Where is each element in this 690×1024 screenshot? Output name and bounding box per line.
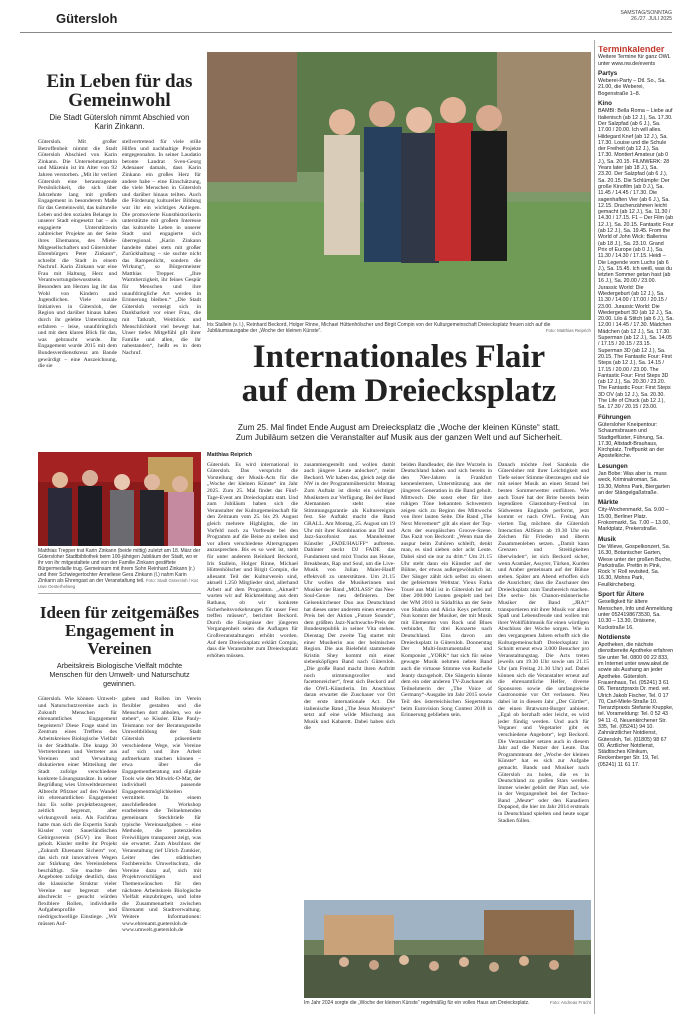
article-body-col1: Gütersloh. Es wird international in Gütersloh. Das verspricht die Vorstellung der Musik-Acts für die „Woche der kleinen Künste“ im Jahr 2025. Zum 25. Mal findet das Fünf-Tage-Event am Dreiecksplatz statt. Und zum Jubiläum haben sich die Veranstalter der Kulturgemeinschaft für den Zeitraum vom 25. bis 29. August gleich mehrere Highlights, die im Vorfeld noch zu Vorfreude bei den Programm auf die Beine zu stellen und vor allem verschiedene Altersgruppen anzusprechen. Bis es so weit ist, steht für unter anderem Reinhard Beckord, Iris Stallein, Holger Rinne, Michael Hüttenhölscher und Birgit Compin, die allesamt Teil der Kulturverein sind, aktuell 1.250 Mitglieder sind, allerhand Arbeit auf dem Programm. „Aktuell“ warten wir auf Rückmeldung aus dem Rathaus, ob wir konkrete Sicherheitsvorkehrungen für unser Fest treffen müssen“, berichtet Beckord. Durch die Ereignisse der jüngeren Vergangenheit seien die Auflagen für Großveranstaltungen erhöht worden. Auf dem Dreiecksplatz erklärt Compin, dass die Veranstalter zum Dreiecksplatz erhöhen müssen. xyxy=(207,461,298,659)
calendar-section-text: Die Wieve, Gospelkonzert, Sa. 16.30, Botanischer Garten, Wiese unter der großen Buche, Parkstraße. Prettin in Pink, Rock 'n' Roll revisited, Sa. 16.30, Mohns Park, Feuilkircheberg. xyxy=(598,543,672,588)
photo-zinkann-image xyxy=(38,452,201,546)
photo-zinkann xyxy=(38,452,201,546)
calendar-title: Terminkalender xyxy=(598,46,665,54)
article-zinkann xyxy=(38,72,201,448)
calendar-section-heading: Kino xyxy=(598,100,612,108)
photo-crowd-caption: Im Jahr 2024 sorgte die „Woche der kleinen Künste“ regelmäßig für ein volles Haus am Dreiecksplatz. Foto: Andreas Frücht xyxy=(304,1000,591,1006)
section-title: Gütersloh xyxy=(56,11,118,26)
photo-zinkann-caption: Matthias Trepper trat Karin Zinkann (beide mittig) zuletzt am 18. März der Gütersloher Stadtbibliothek beim 100-jährigen Jubiläum der Stadt, wo er ihr von ihr mitgestaltete und von der Familie Zinkann gestiftete Bürgermedaille trug. Gemeinsam mit ihrem Sohn Reinhard Zinkann (r.) und ihrer Schwiegertochter Anneliese Gera Zinkann (l.) nahm Karin Zinkann als Ehrengast an der Veranstaltung teil. Foto: Stadt Gütersloh / Kat Uwe Oesterhelweg xyxy=(38,548,201,589)
photo-crowd-image xyxy=(304,900,591,998)
calendar-section-text: Apotheken, die nächste dienstbereite Apotheke erfahren Sie unter Tel. 0800 00 22 833, im Internet unter www.akwl.de sowie als Aushang an jeder Apotheke. Gütersloh. Frauenhaus, Tel. (05241) 3 61 06. Tierarztpraxis Dr. med. vet. Ulrich Jakob Fischer, Tel. 0 17 70, Carl-Miele-Straße 10. Tierarztpraxis Stefanie Kruppke, tel. Vorameldung: Tel. 0 52 43 94 11 -0, Neuenkirchener Str. 335, Tel. (05241) 94 10. Zahnärztlicher Notdienst, Gütersloh, Tel. (01805) 98 67 00. Ärztlicher Notdienst, Städtisches Klinikum, Reckenberger Str. 19, Tel. (05241) 11 61 17. xyxy=(598,642,674,768)
calendar-section-heading: Sport für Ältere xyxy=(598,591,645,599)
calendar-section-text: Gütersloher Kneipentour: Schaumsbrauen und Stadtgeflüster, Führung, Sa. 17.30, Altstadt-Brauhaus, Kirchplatz, Treffpunkt an der Apostelkirche. xyxy=(598,421,665,460)
calendar-section-text: Weberei-Party – Dtl. So., Sa. 21.00, die Weberei, Bogenstraße 1–8. xyxy=(598,78,666,97)
photo-credit: Foto: Matthias Reiprich xyxy=(545,328,591,333)
article-title-line1: Internationales Flair xyxy=(252,340,546,375)
article-body-col1: Gütersloh. Mit großer Betroffenheit nimmt die Stadt Gütersloh Abschied von Karin Zinkann. Die Unternehmergattin und Mäzenin ist im Alter von 92 Jahren verstorben. „Mit ihr verliert Gütersloh eine herausragende Persönlichkeit, die sich über Jahrzehnte lang mit großem Engagement in besonderem Maße für das Gemeinwohl, das kulturelle Leben und den sozialen Belange in unserer Stadt eingesetzt hat – als engagierte Unterstützerin zahlreicher Projekte an der Seite ihres Ehemanns, des Miele-Mitgesellschafters und Gütersloher Ehrenbürgers Peter Zinkann“, schreibt die Stadt in einem Nachruf. Karin Zinkann war eine Frau mit Haltung, Herz und Verantwortungsbewusstsein. Besonders am Herzen lag ihr das Wohl von Kindern und Jugendlichen. Viele soziale Initiativen in Gütersloh, der Region und darüber hinaus haben durch ihr gelebte Unterstützung erfahren – leise, unaufdringlich und mit dem klaren Blick für das, was gebraucht wurde. Ihr Engagement wurde 2015 mit dem Bundesverdienstkreuz am Bande gewürdigt – eine Auszeichnung, die sie xyxy=(38,139,117,370)
article-title: Ideen für zeitgemäßes Engagement in Vereinen xyxy=(39,604,200,658)
calendar-section-heading: Lesungen xyxy=(598,462,628,470)
calendar-sections xyxy=(598,71,674,768)
photo-team-caption: Iris Stallein (v. l.), Reinhard Beckord, Holger Rinne, Michael Hüttenhölscher und Birgit Compin von der Kulturgemeinschaft Dreiecksplatz freuen sich auf die Jubiläumsausgabe der „Woche der kleinen Künste“. Foto: Matthias Reiprich xyxy=(207,322,591,334)
article-dreiecksplatz-subtitle: Zum 25. Mal findet Ende August am Dreiecksplatz die „Woche der kleinen Künste“ statt. Zum Jubiläum setzen die Veranstalter auf Musik aus der ganzen Welt und auf Sicherheit. xyxy=(235,422,563,442)
calendar-section-text: City-Wochenmarkt, Sa. 9.00 – 15.00, Berliner Platz. Frokormarkt, Sa. 7.00 – 13.00, Marktplatz, Prekerstraße. xyxy=(598,507,670,533)
calendar-section-heading: Notdienste xyxy=(598,633,631,641)
article-subtitle: Arbeitskreis Biologische Vielfalt möchte Menschen für den Umwelt- und Naturschutz gewinnen. xyxy=(49,661,190,688)
photo-credit: Foto: Stadt Gütersloh / Kat Uwe Oesterhelweg xyxy=(38,578,198,589)
article-body-col3-text: beiden Bandleader, die ihre Wurzeln in Deutschland haben und sich bereits in den 70er-Jahren in Frankfurt kennenlernten, Unterstützung aus der jüngeren Generation in die Band geholt. Mittwoch Die sonst eher für ihre ruhigen Töne bekannten Schwestern zeigen sich zu Beginn des Mittwochs von ihrer lauten Seite. Die Band „The Next Movement“ gilt als einer der Top-Acts der europäischen Groove-Szene. Das Fazit von Beckord: „Wenn man die auspur beim Zuhören schleift, denkt man, es sind sieben oder acht Leute. Dabei sind sie nur zu dritt.“ Um 21.15 Uhr steht dann ein Künstler auf der Bühne, der etwas außergewöhnlich ist. Der Sänger zählt sich selbst zu einem der gefeiertsten Weltstar. Vieux Farka Touré aus Mali ist in Gütersloh bei auf über 200.000 Leuten gespielt und bei der WM 2010 in Südafrika an der Seite von Shakira und Alicia Keys performt. Nun kommt der Musiker, der mit Musik mit Elementen von Rock und Blues verbindet, für drei Konzerte nach Deutschland. Eins davon am Dreiecksplatz in Gütersloh. Donnerstag Der Multi-Instrumentalist und Komponist „YORK“ hat sich für seine gewagte Musik nehmen neben Band auch die virtuose Stimme von Rachelle Jeanty dazugeholt. Die Sängerin könnte dem ein oder anderen TV-Zuschauer als Teilnehmerin der „The Voice of Germany“-Ausgabe im Jahr 2015 sowie Teil des österreichischen Siegerteams beim Eurovision Song Contest 2018 in Erinnerung geblieben sein. xyxy=(401,461,492,719)
article-title-line2: auf dem Dreiecksplatz xyxy=(241,373,557,409)
calendar-section-heading: Partys xyxy=(598,69,618,77)
article-body-col1: Gütersloh. Wie können Umwelt- und Naturschutzvereine auch in Zukunft Menschen für ehrenamtliches Engagement begeistern? Diese Frage stand im Zentrum eines Treffens des Arbeitskreises Biologische Vielfalt in der Stadthalle. Die knapp 30 Vertreterinnen und Vertreter aus Vereinen und Verwaltung diskutierten einer Mitteilung der Stadt zufolge verschiedene konkrete Lösungsansätze. In seiner Begrüßung wies Umweltdezernent Albrecht Pfitzner auf den Wandel im ehrenamtlichen Engagement hin: Es sollte projektbezogener, zeitlich begrenzt, aber wirkungsvoll sein. Als Fachfrau hatte man sich die Expertin Sarah Kissler vom Sauerländischen Gebirgsverein (SGV) ins Boot geholt. Kissler stellte ihr Projekt „Zukunft Ehrenamt Sichern“ vor, das sich mit innovativen Wegen zur Stärkung des Vereinslebens beschäftigt. Sie machte den Angeboten zufolge deutlich, dass die klassische Struktur vieler Vereine nur begrenzt eher abschreckt – gesucht würden flexiblere Rollen, individuelle Aufgabenprofile und niedrigschwellige Einstiege. „Wir müssen Auf- xyxy=(38,696,117,927)
divider xyxy=(38,593,201,594)
photo-dreiecksplatz-team xyxy=(207,52,591,320)
calendar-section-text: Geselligkeit für ältere Menschen, Info und Anmeldung unter 0524198673530, Sa. 10.30 – 13.30, Dräisene, Kuckstraße 16. xyxy=(598,599,673,631)
sidebar-divider xyxy=(594,40,595,1014)
page-header xyxy=(20,6,672,33)
calendar-section-text: Jan Bobe: Was aber is. muss weck, Kriminalroman, Sa. 19.30, Mohns Park, Biergarten an der Stängelgaßstraße. xyxy=(598,471,670,496)
article-subtitle: Die Stadt Gütersloh nimmt Abschied von Karin Zinkann. xyxy=(49,113,190,131)
issue-date: SAMSTAG/SONNTAG 26./27. JULI 2025 xyxy=(620,10,672,22)
article-body-col2: gaben und Rollen im Verein flexibler gestalten und die Menschen dort abholen, wo sie stehen“, so Kissler. Elke Pauly-Teismann vor der Beratungsstelle Umweltbildung der Stadt Gütersloh präsentierte verschiedene Wege, wie Vereine auf sich und ihre Arbeit aufmerksam machen können – etwa über die Engagementberatung und digitale Tools wie den Mitwirk-O-Mat, der individuell passende Engagementmöglichkeiten vermittelt. In einem anschließenden Workshop erarbeiteten die Teilnehmenden gemeinsam Steckbriefe für typische Vereinsaufgaben – eine Methode, die potenziellen Freiwilligen transparent zeigt, was sie erwartet. Zum Abschluss der Veranstaltung rief Ulrich Zumkier, Leiter des städtischen Fachbereichs Umweltschutz, die Vereine dazu auf, sich mit Projektvorschlägen und Themenwünschen für den nächsten Arbeitskreis Biologische Vielfalt einzubringen, und lobte die Zusammenarbeit zwischen Ehrenamt und Stadtverwaltung. Weitere Informationen: www.ehrenamt.guetersloh.de www.umwelt.guetersloh.de xyxy=(122,696,201,934)
article-engagement xyxy=(38,604,201,1012)
photo-team-image xyxy=(207,52,591,320)
article-body-col2: zusammengestellt und wollen damit auch jüngere Leute anlocken“, meint Beckord. Wir haben das, gleich zeigt die NW in der Programmübersicht: Montag Zum Auftakt ist direkt ein wichtiger Musikstern zur Verfügung. Bei der Band Alemannen steht eine Stimmungsgarantie als Kulturereignis fest. Sie Auftakt macht die Band GRALL. Am Montag, 25. August um 19 Uhr mit ihrer Kombination aus DJ und Jazz-Saxofonist aus Mannheimer Künstler „FADE/HAUFF“ auftreten. Dahinter steckt DJ FADE das Fundament und mixt Tracks aus House, Breakbeats, Rap und Soul, um die Live-Musik von Julian Maier-Hauff effektvoll zu unterstützen. Um 21.15 Uhr wollen die Musikerinnen und Musiker der Band „MOLASS“ das Neo-Soul-Genre neu definieren. Der Gelsenkirchener Duo aus Deutschland hat dieses unter anderem einen erneuten Preis bei der Aktion „Future Sounds“, dem größten Jazz-Nachwuchs-Preis der Bundesrepublik in seiner Vita stehen. Dienstag Der zweite Tag startet mit einer Musikerin aus der heimischen Region. Die aus Bielefeld stammende Kristin Shey kommt mit einer siebenköpfigen Band nach Gütersloh. „Die große Band macht ihren Auftritt noch stimmungsvoller und facettenreicher“, freut sich Beckord auf die OWL-Künstlerin. Im Anschluss daran erwartet die Zuschauer vor Ort der erste internationale Act. Die italienische Band „The Jesus Monkeys“ setzt auf eine wilde Mischung aus Musik und Kabarett. Dabei haben sich die xyxy=(304,461,395,732)
event-calendar xyxy=(598,46,674,1016)
article-body-col2: stellvertretend für viele stille Hilfen und nachhaltige Projekte entgegennahm. In seiner Laudatio betonte Landrat Sven-Georg Adenauer damals, dass Karin Zinkann ein großes Herz für andere habe – eine Einschätzung, die viele Menschen in Gütersloh und darüber hinaus teilten. Auch die Förderung kultureller Bildung war ihr ein wichtiges Anliegen. Die promovierte Kunsthistorikerin unterstützte mit großem Interesse das kulturelle Leben in unserer Stadt und engagierte sich überregional. „Karin Zinkann handelte dabei stets mit großer Zurückhaltung – sie suchte nicht das Rampenlicht, sondern die Wirkung“, so Bürgermeister Matthias Trepper. „Ihre Warmherzigkeit, ihr feines Gespür für Menschen und ihre unaufdringliche Art werden in Erinnerung bleiben.“ „Die Stadt Gütersloh verneigt sich in Dankbarkeit vor einer Frau, die mit Tatkraft, Weitblick und Menschlichkeit viel bewegt hat. Unser tiefes Mitgefühl gilt ihrer Familie und allen, die ihr nahestanden“, heißt es in dem Nachruf. xyxy=(122,139,201,356)
photo-credit: Foto: Andreas Frücht xyxy=(550,1000,591,1005)
calendar-section-heading: Führungen xyxy=(598,413,631,421)
calendar-section-text: BAMBI: Bella Roma – Liebe auf Italienisch (ab 12 J.), Sa. 17.30. Der Salzpfad (ab 6 J.), Sa. 17.00 / 20.00. Ich will alles. Hildegard Knef (ab 12 J.), Sa. 17.30. Louise und die Schule der Freiheit (ab 12 J.), Sa. 17.30. Montiert Amateur (ab 0 J.), Sa. 20.15. FILMWERK: 28 Years later (ab 18 J.), Sa. 23.20. Der Salzpfad (ab 6 J.), Sa. 20.15. Die Schlümpfe: Der große Kinofilm (ab 0 J.), Sa. 11.45 / 14.45 / 17.30. Die sagenhaften Vier (ab 6 J.), Sa. 12.15. Drachenzähmen leicht gemacht (ab 12 J.), Sa. 11.30 / 14.30 / 17.15. F1 – Der Film (ab 12 J.), Sa. 20.15. Fantastic Four (ab 12 J.), Sa. 19.45. From the World of John Wick: Ballerina (ab 18 J.), Sa. 23.10. Grand Prix of Europe (ab 0 J.), Sa. 11.30 / 14.30 / 17.15. Heidi – Die Legende vom Luchs (ab 6 J.), Sa. 15.45. Ich weiß, was du letzten Sommer getan hast (ab 16 J.), Sa. 20.00 / 23.00. Jurassic World: Die Wiedergeburt (ab 12 J.), Sa. 11.30 / 14.00 / 17.00 / 20.15 / 23.00. Jurassic World: Die Wiedergeburt 3D (ab 12 J.), Sa. 20.00. Lilo & Stitch (ab 6 J.), Sa. 12.00 / 14.45 / 17.30. Mädchen Mädchen (ab 12 J.), Sa. 17.30. Superman (ab 12 J.), Sa. 14.05 / 17.15 / 20.15 / 23.15. Superman 3D (ab 12 J.), Sa. 20.15. The Fantastic Four: First Steps (ab 12 J.), Sa. 14.15 / 17.15 / 20.00 / 23.00. The Fantastic Four: First Steps 3D (ab 12 J.), Sa. 20.30 / 23.20. The Fantastic Four: First Steps 3D OV (ab 12 J.), Sa. 20.30. The Life of Chuck (ab 12 J.), Sa. 17.30 / 20.15 / 23.00. xyxy=(598,108,674,411)
article-body-col4: Danach möchte Joel Sarakula die Gütersloher mit ihrer Leichtigkeit und Tiefe seiner Stimme überzeugen und sie mit seiner Musik an einen Strand bei besten Sommerwetter entführen. Wie auch Touré hat der Brite bereits beim legendären Glastonbury-Festival im Südwesten Englands performt, jetzt kommt er nach OWL. Freitag Am vierten Tag möchten die Gütersloh Interaction AllStars ab 19.30 Uhr ein Zeichen für Frieden und überm Zusammenleben setzen. „Damit kann Grenzen und Streitigkeiten überwinden“, ist sich Beckord sicher, wenn Aramäer, Assyrer, Türken, Kurden und Araber gemeinsam auf der Bühne stehen. Später am Abend erhoffen sich die Ausrichter, dass die Zuschauer den Dreiecksplatz zum Tanzbereich machen. Die sechs- bis Chanon-männerische Musiker der Band „JRA!“ transportieren mit ihrer Musik vor allem Spaß und Lebensfreude und wollen mit ihrer Wohlfühlmusik für einen würdigen Abschluss der Woche sorgen. Wie in den vergangenen Jahren erhofft sich die Kulturgemeinschaft Dreiecksplatz im Schnitt erneut etwa 3.000 Besucher pro Veranstaltungstag. Die Acts treten jeweils um 19.30 Uhr sowie um 21.15 Uhr (am Freitag 21.30 Uhr) auf. Dabei können sich die Veranstalter erneut auf die ehrenamtliche Helfer, diverse Sponsoren sowie die umfangreiche Gastronomie vor Ort verlassen. Neu dabei ist in diesem Jahr „Der Gürtler“, der einen Bratwurst-Burger anbietet. „Egal ob herzhaft oder leicht, es wird jeder fündig werden. Und auch für Veganer und Vegetarier gibt es verschiedene Angebote“, legt Beckord. Die Veranstalter setzen auch in diesem Jahr auf die Nutzer der Leute. Das Programmteam der „Woche der kleinen Künste“ hat es sich zur Aufgabe gemacht. Bands und Musiker nach Gütersloh zu holen, die es in Deutschland zu großen Stars werden. Immer wieder gehört der Plan auf, wie in der Vergangenheit bei der Techno-Band „Meute“ oder den Kanadiern Dopapod, die hier im Jahr 2014 erstmals in Deutschland spielten und heute sogar Stadien füllen. xyxy=(498,461,589,824)
calendar-section-heading: Märkte xyxy=(598,499,619,507)
article-author: Matthias Reiprich xyxy=(207,452,252,458)
article-dreiecksplatz-headline xyxy=(207,340,591,420)
calendar-section-heading: Musik xyxy=(598,535,616,543)
article-title: Ein Leben für das Gemeinwohl xyxy=(46,72,193,111)
calendar-intro: Weitere Termine für ganz OWL unter www.nw.de/events xyxy=(598,54,671,67)
photo-dreiecksplatz-crowd xyxy=(304,900,591,998)
